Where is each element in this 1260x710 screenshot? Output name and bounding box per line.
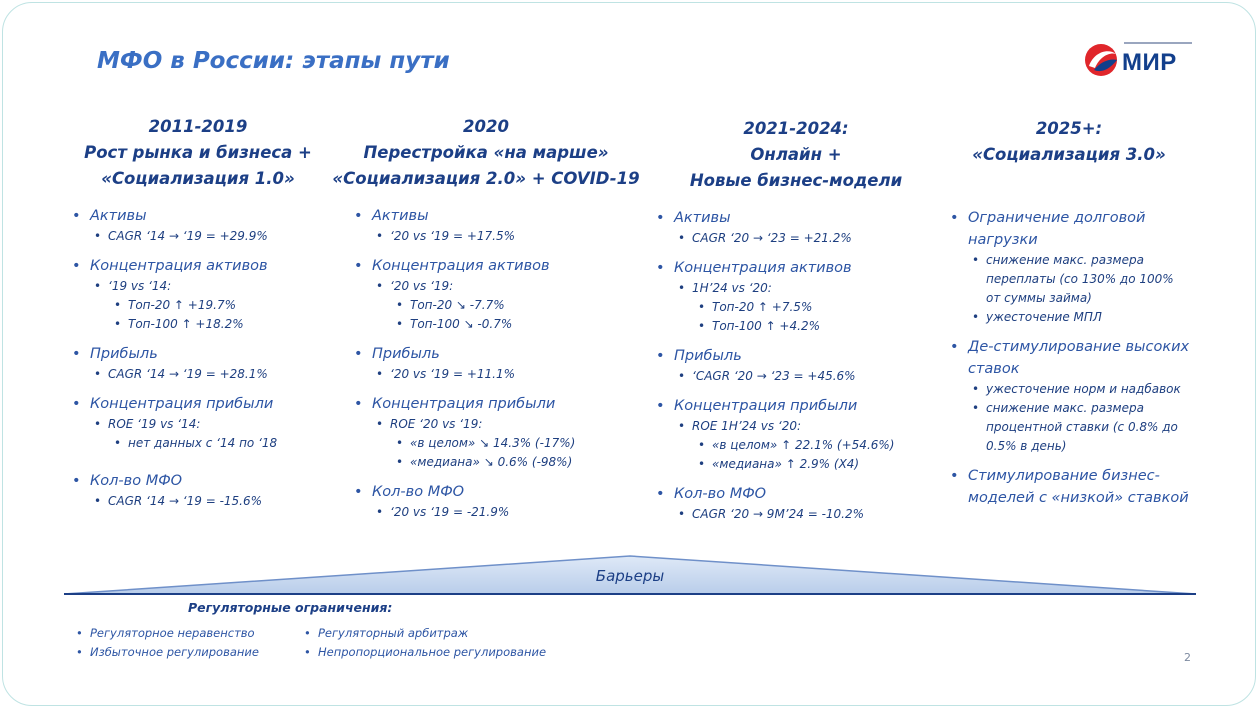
- column-heading-line: 2020: [463, 117, 509, 136]
- sub-bullet: • ROE ‘19 vs ‘14:: [72, 415, 330, 434]
- column-heading-line: 2021-2024:: [743, 119, 849, 138]
- sub-bullet: • ROE 1Н’24 vs ‘20:: [656, 417, 946, 436]
- column-body: [354, 205, 644, 522]
- sub-bullet: • Топ-20 ↑ +7.5%: [656, 298, 946, 317]
- bullet-item: • Ограничение долговой нагрузки: [950, 207, 1190, 251]
- logo-caption-bar: [1124, 41, 1192, 46]
- sub-bullet: • ROE ‘20 vs ‘19:: [354, 415, 644, 434]
- bullet-item: • Кол-во МФО: [72, 470, 330, 492]
- column-heading: [326, 114, 646, 192]
- column-heading: [656, 116, 936, 194]
- sub-bullet: • Топ-20 ↘ -7.7%: [354, 296, 644, 315]
- bullet-item: • Концентрация прибыли: [354, 393, 644, 415]
- column-heading-line: «Социализация 1.0»: [101, 169, 295, 188]
- column-body: [950, 207, 1190, 509]
- column-body: [656, 207, 946, 524]
- slide-title: МФО в России: этапы пути: [97, 48, 450, 74]
- sub-bullet: • Топ-100 ↑ +4.2%: [656, 317, 946, 336]
- sub-bullet: • снижение макс. размера процентной ставки (с 0.8% до 0.5% в день): [950, 399, 1190, 456]
- column-heading-line: Онлайн +: [750, 145, 842, 164]
- regulatory-item: • Регуляторный арбитраж: [302, 624, 546, 643]
- bullet-item: • Концентрация активов: [72, 255, 330, 277]
- column-heading-line: Перестройка «на марше»: [363, 143, 609, 162]
- bullet-item: • Активы: [656, 207, 946, 229]
- bullet-item: • Концентрация активов: [656, 257, 946, 279]
- sub-bullet: • ‘20 vs ‘19 = +17.5%: [354, 227, 644, 246]
- regulatory-item: • Непропорциональное регулирование: [302, 643, 546, 662]
- regulatory-item: • Избыточное регулирование: [74, 643, 259, 662]
- barrier-label: Барьеры: [595, 567, 665, 585]
- sub-bullet: • CAGR ‘14 → ‘19 = +29.9%: [72, 227, 330, 246]
- sub-bullet: • Топ-100 ↑ +18.2%: [72, 315, 330, 334]
- sub-bullet: • ‘20 vs ‘19:: [354, 277, 644, 296]
- bullet-item: • Прибыль: [656, 345, 946, 367]
- sub-bullet: • «в целом» ↘ 14.3% (-17%): [354, 434, 644, 453]
- slide: [64, 40, 1196, 668]
- sub-bullet: • ужесточение МПЛ: [950, 308, 1190, 327]
- sub-bullet: • ‘CAGR ‘20 → ‘23 = +45.6%: [656, 367, 946, 386]
- sub-bullet: • CAGR ‘14 → ‘19 = +28.1%: [72, 365, 330, 384]
- column-heading-line: Рост рынка и бизнеса +: [84, 143, 312, 162]
- sub-bullet: • CAGR ‘20 → 9М’24 = -10.2%: [656, 505, 946, 524]
- bullet-item: • Концентрация активов: [354, 255, 644, 277]
- column-heading-line: 2025+:: [1035, 119, 1103, 138]
- sub-bullet: • Топ-100 ↘ -0.7%: [354, 315, 644, 334]
- sub-bullet: • ужесточение норм и надбавок: [950, 380, 1190, 399]
- sub-bullet: • ‘20 vs ‘19 = -21.9%: [354, 503, 644, 522]
- column-heading: [934, 116, 1196, 168]
- mir-logo: [1082, 40, 1194, 80]
- bullet-item: • Кол-во МФО: [354, 481, 644, 503]
- bullet-item: • Прибыль: [72, 343, 330, 365]
- column-heading-line: «Социализация 3.0»: [972, 145, 1166, 164]
- page-number: 2: [1184, 651, 1191, 664]
- mir-logo-icon: [1082, 40, 1122, 80]
- regulatory-title: Регуляторные ограничения:: [188, 600, 393, 615]
- sub-bullet: • Топ-20 ↑ +19.7%: [72, 296, 330, 315]
- regulatory-item: • Регуляторное неравенство: [74, 624, 259, 643]
- sub-bullet: • CAGR ‘14 → ‘19 = -15.6%: [72, 492, 330, 511]
- bullet-item: • Прибыль: [354, 343, 644, 365]
- column-heading-line: Новые бизнес-модели: [689, 171, 903, 190]
- regulatory-list-left: [74, 624, 259, 662]
- sub-bullet: • CAGR ‘20 → ‘23 = +21.2%: [656, 229, 946, 248]
- bullet-item: • Концентрация прибыли: [72, 393, 330, 415]
- bullet-item: • Стимулирование бизнес-моделей с «низкой» ставкой: [950, 465, 1190, 509]
- logo-text: МИР: [1122, 49, 1177, 76]
- sub-bullet: • нет данных с ‘14 по ‘18: [72, 434, 330, 453]
- bullet-item: • Кол-во МФО: [656, 483, 946, 505]
- bullet-item: • Активы: [72, 205, 330, 227]
- bullet-item: • Де-стимулирование высоких ставок: [950, 336, 1190, 380]
- sub-bullet: • «медиана» ↑ 2.9% (Х4): [656, 455, 946, 474]
- bullet-item: • Концентрация прибыли: [656, 395, 946, 417]
- sub-bullet: • ‘20 vs ‘19 = +11.1%: [354, 365, 644, 384]
- sub-bullet: • снижение макс. размера переплаты (со 130% до 100% от суммы займа): [950, 251, 1190, 308]
- column-heading-line: 2011-2019: [148, 117, 248, 136]
- sub-bullet: • 1Н’24 vs ‘20:: [656, 279, 946, 298]
- sub-bullet: • «в целом» ↑ 22.1% (+54.6%): [656, 436, 946, 455]
- bullet-item: • Активы: [354, 205, 644, 227]
- sub-bullet: • ‘19 vs ‘14:: [72, 277, 330, 296]
- sub-bullet: • «медиана» ↘ 0.6% (-98%): [354, 453, 644, 472]
- column-heading-line: «Социализация 2.0» + COVID-19: [332, 169, 640, 188]
- column-heading: [64, 114, 332, 192]
- column-body: [72, 205, 330, 511]
- regulatory-list-right: [302, 624, 546, 662]
